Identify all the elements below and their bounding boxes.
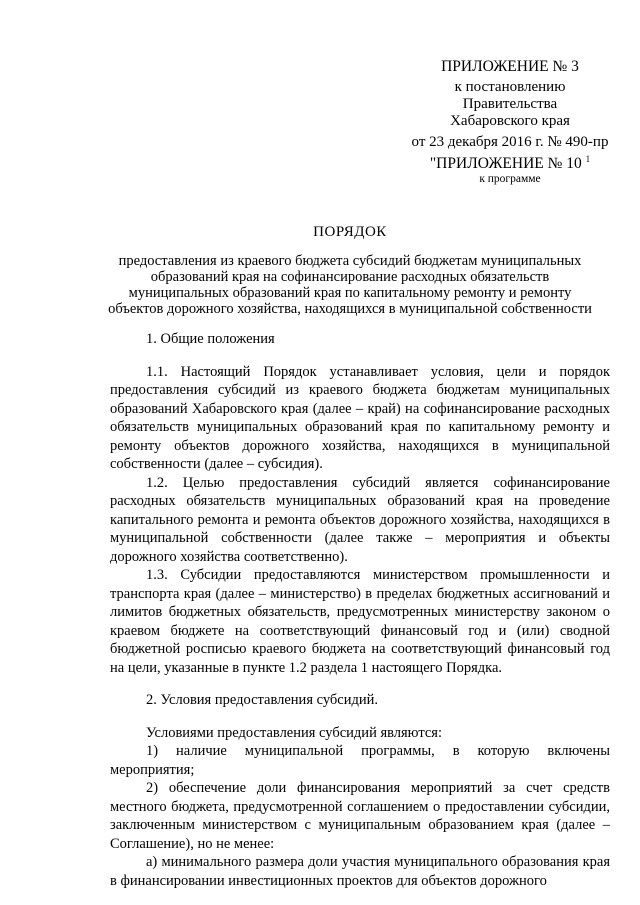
header-program-line: к программе [479, 173, 541, 185]
appendix-label: ПРИЛОЖЕНИЕ № 3 [441, 58, 579, 75]
appendix2-superscript: 1 [585, 153, 591, 164]
section-1-heading: 1. Общие положения [146, 331, 275, 347]
paragraph-1-3: 1.3. Субсидии предоставляются министерством промышленности и транспорта края (далее – министерство) в пределах бюджетных ассигнований и лимитов бюджетных обязательств, предусмотренных министерству законом о краевом бюджете на соответствующий финансовый год и (или) сводной бюджетной росписью краевого бюджета на соответствующий финансовый год на цели, указанные в пункте 1.2 раздела 1 настоящего Порядка. [110, 567, 610, 676]
paragraph-1-2: 1.2. Целью предоставления субсидий является софинансирование расходных обязательств муниципальных образований края на проведение капитального ремонта и ремонта объектов дорожного хозяйства, находящихся в муниципальной собственности (далее также – мероприятия и объекты дорожного хозяйства соответственно). [110, 474, 610, 565]
document-title: ПОРЯДОК [313, 224, 387, 240]
paragraph-2-2: 2) обеспечение доли финансирования мероприятий за счет средств местного бюджета, предусмотренной соглашением о предоставлении субсидии, заключенным министерством с муниципальным образованием края (далее – Соглашение), но не менее: [110, 780, 610, 852]
document-subtitle: предоставления из краевого бюджета субсидий бюджетам муниципальных образований края на софинансирование расходных обязательств муниципальных образований края по капитальному ремонту и ремонту объектов дорожного хозяйства, находящихся в муниципальной собственности [108, 253, 592, 317]
header-date-line: от 23 декабря 2016 г. № 490-пр [411, 134, 609, 150]
paragraph-2-1: 1) наличие муниципальной программы, в которую включены мероприятия; [110, 743, 610, 778]
title-block [100, 224, 600, 317]
paragraph-2-a: а) минимального размера доли участия муниципального образования края в финансировании инвестиционных проектов для объектов дорожного [110, 854, 610, 889]
appendix2-label [400, 155, 620, 172]
header-line-1: к постановлению [454, 79, 566, 95]
paragraph-1-1: 1.1. Настоящий Порядок устанавливает условия, цели и порядок предоставления субсидий из краевого бюджета бюджетам муниципальных образований Хабаровского края (далее – край) на софинансирование расходных обязательств муниципальных образований края по капитальному ремонту и ремонту объектов дорожного хозяйства, находящихся в муниципальной собственности (далее – субсидия). [110, 363, 610, 472]
paragraph-2-intro: Условиями предоставления субсидий являются: [146, 724, 442, 741]
appendix2-text: "ПРИЛОЖЕНИЕ № 10 [429, 155, 582, 172]
document-body [110, 330, 610, 890]
header-line-3: Хабаровского края [450, 113, 570, 129]
header-line-2: Правительства [462, 96, 558, 112]
section-2-heading: 2. Условия предоставления субсидий. [146, 692, 379, 708]
document-header [400, 58, 620, 186]
